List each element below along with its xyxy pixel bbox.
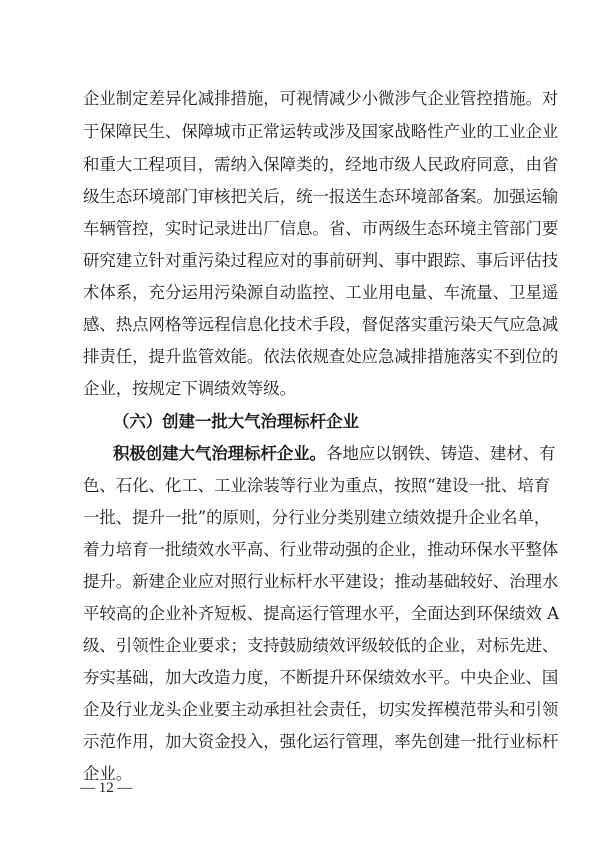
text-line: 和重大工程项目，需纳入保障类的，经地市级人民政府同意，由省 (83, 155, 559, 174)
text-line: 平较高的企业补齐短板、提高运行管理水平，全面达到环保绩效 A (83, 604, 559, 623)
page-number: — 12 — (80, 780, 133, 796)
text-line: 于保障民生、保障城市正常运转或涉及国家战略性产业的工业企业 (83, 122, 559, 141)
text-line: 示范作用，加大资金投入，强化运行管理，率先创建一批行业标杆 (83, 732, 559, 751)
lead-sentence: 积极创建大气治理标杆企业。 (113, 444, 327, 463)
text-line: 企及行业龙头企业要主动承担社会责任，切实发挥模范带头和引领 (83, 700, 559, 719)
lead-rest: 各地应以钢铁、铸造、建材、有 (326, 444, 556, 463)
text-line: 企业，按规定下调绩效等级。 (83, 379, 297, 398)
text-line: 级、引领性企业要求；支持鼓励绩效评级较低的企业，对标先进、 (83, 636, 559, 655)
text-line: 车辆管控，实时记录进出厂信息。省、市两级生态环境主管部门要 (83, 219, 559, 238)
text-line-first (113, 441, 556, 467)
text-line: 研究建立针对重污染过程应对的事前研判、事中跟踪、事后评估技 (83, 251, 559, 270)
section-heading: （六）创建一批大气治理标杆企业 (113, 412, 359, 431)
text-line: 排责任，提升监管效能。依法依规查处应急减排措施落实不到位的 (83, 347, 559, 366)
text-line: 企业。 (83, 764, 133, 783)
text-line: 着力培育一批绩效水平高、行业带动强的企业，推动环保水平整体 (83, 540, 559, 559)
text-line: 术体系，充分运用污染源自动监控、工业用电量、车流量、卫星遥 (83, 283, 559, 302)
text-line: 企业制定差异化减排措施，可视情减少小微涉气企业管控措施。对 (83, 89, 559, 108)
text-line: 提升。新建企业应对照行业标杆水平建设；推动基础较好、治理水 (83, 572, 559, 591)
text-line: 色、石化、化工、工业涂装等行业为重点，按照“建设一批、培育 (83, 476, 551, 495)
text-line: 一批、提升一批”的原则，分行业分类别建立绩效提升企业名单， (83, 508, 551, 527)
text-line: 夯实基础，加大改造力度，不断提升环保绩效水平。中央企业、国 (83, 668, 559, 687)
text-line: 感、热点网格等远程信息化技术手段，督促落实重污染天气应急减 (83, 315, 559, 334)
text-line: 级生态环境部门审核把关后，统一报送生态环境部备案。加强运输 (83, 187, 559, 206)
